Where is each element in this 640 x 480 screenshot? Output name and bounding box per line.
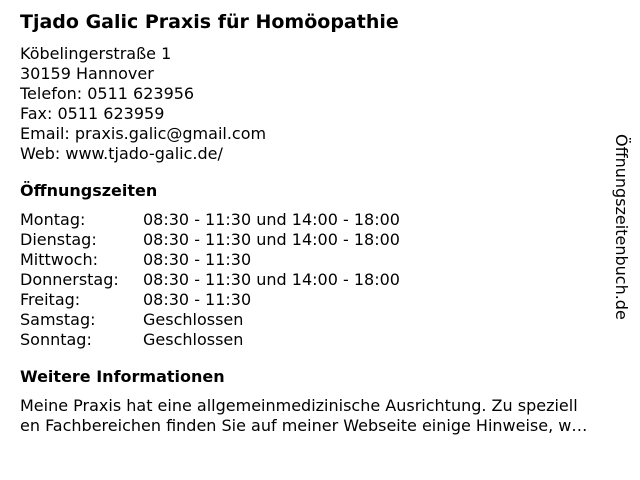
address-city: 30159 Hannover bbox=[20, 64, 154, 83]
hours-time: 08:30 - 11:30 und 14:00 - 18:00 bbox=[143, 210, 400, 229]
hours-row bbox=[20, 210, 620, 230]
opening-hours-table bbox=[20, 210, 620, 350]
hours-row bbox=[20, 290, 620, 310]
hours-time: 08:30 - 11:30 bbox=[143, 290, 252, 309]
hours-row bbox=[20, 310, 620, 330]
fax-line: Fax: 0511 623959 bbox=[20, 104, 165, 123]
hours-day: Montag: bbox=[20, 210, 86, 229]
hours-day: Samstag: bbox=[20, 310, 96, 329]
business-card bbox=[20, 10, 620, 436]
hours-day: Donnerstag: bbox=[20, 270, 119, 289]
more-info-title: Weitere Informationen bbox=[20, 367, 225, 386]
opening-hours-title: Öffnungszeiten bbox=[20, 181, 158, 200]
hours-day: Dienstag: bbox=[20, 230, 97, 249]
hours-day: Freitag: bbox=[20, 290, 81, 309]
watermark: Öffnungszeitenbuch.de bbox=[612, 134, 631, 320]
address-street: Köbelingerstraße 1 bbox=[20, 44, 172, 63]
hours-row bbox=[20, 230, 620, 250]
more-info-line: en Fachbereichen finden Sie auf meiner Webseite einige Hinweise, w… bbox=[20, 416, 588, 435]
more-info-line: Meine Praxis hat eine allgemeinmedizinische Ausrichtung. Zu speziell bbox=[20, 396, 578, 415]
hours-time: Geschlossen bbox=[143, 310, 244, 329]
hours-time: 08:30 - 11:30 bbox=[143, 250, 252, 269]
contact-block bbox=[20, 44, 620, 164]
hours-time: Geschlossen bbox=[143, 330, 244, 349]
business-title: Tjado Galic Praxis für Homöopathie bbox=[20, 11, 399, 33]
hours-row bbox=[20, 330, 620, 350]
hours-time: 08:30 - 11:30 und 14:00 - 18:00 bbox=[143, 270, 400, 289]
hours-day: Sonntag: bbox=[20, 330, 92, 349]
email-line: Email: praxis.galic@gmail.com bbox=[20, 124, 267, 143]
hours-day: Mittwoch: bbox=[20, 250, 98, 269]
hours-row bbox=[20, 270, 620, 290]
more-info-text bbox=[20, 396, 632, 436]
hours-time: 08:30 - 11:30 und 14:00 - 18:00 bbox=[143, 230, 400, 249]
phone-line: Telefon: 0511 623956 bbox=[20, 84, 195, 103]
web-line: Web: www.tjado-galic.de/ bbox=[20, 144, 223, 163]
hours-row bbox=[20, 250, 620, 270]
